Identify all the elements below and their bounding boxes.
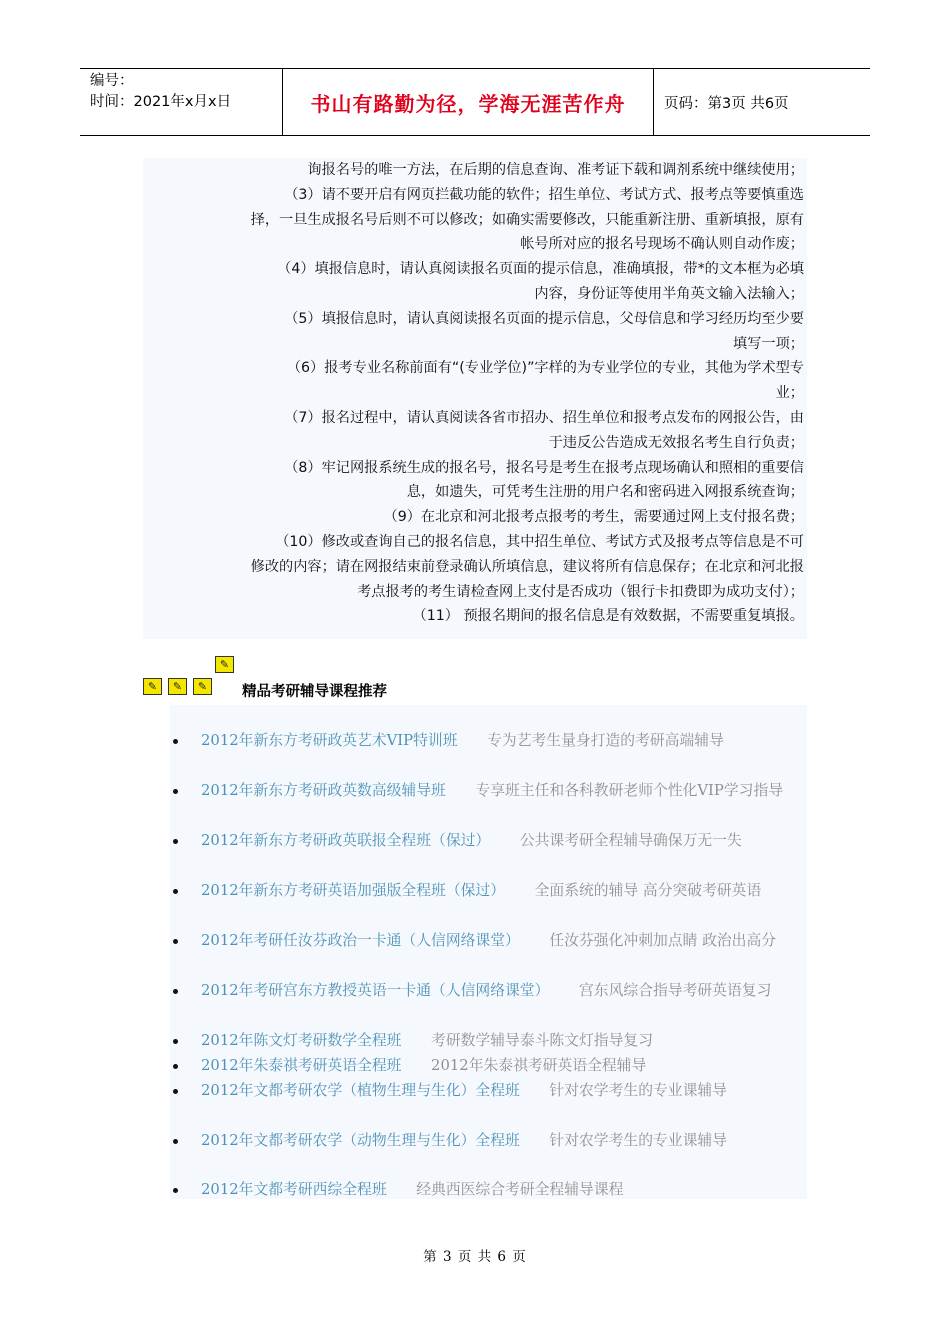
page-header (80, 68, 870, 136)
bullet-icon (173, 1064, 178, 1069)
course-link[interactable]: 2012年新东方考研政英艺术VIP特训班 (201, 732, 458, 749)
pencil-icon[interactable]: ✎ (193, 678, 212, 695)
page-footer: 第 3 页 共 6 页 (423, 1249, 527, 1265)
note-line: （3）请不要开启有网页拦截功能的软件；招生单位、考试方式、报考点等要慎重选 (284, 186, 804, 203)
list-item[interactable] (170, 778, 807, 803)
course-link[interactable]: 2012年考研宫东方教授英语一卡通（人信网络课堂） (201, 982, 550, 999)
list-item[interactable] (170, 878, 807, 903)
header-page-info: 页码：第3页 共6页 (664, 95, 789, 112)
note-line: （8）牢记网报系统生成的报名号，报名号是考生在报考点现场确认和照相的重要信 (284, 459, 804, 476)
bullet-icon (173, 1089, 178, 1094)
note-line: （9）在北京和河北报考点报考的考生，需要通过网上支付报名费； (383, 509, 804, 526)
course-link[interactable]: 2012年新东方考研政英联报全程班（保过） (201, 832, 491, 849)
bullet-icon (173, 1188, 178, 1193)
note-line: （5）填报信息时，请认真阅读报名页面的提示信息，父母信息和学习经历均至少要 (284, 310, 804, 327)
course-desc: 针对农学考生的专业课辅导 (549, 1082, 727, 1099)
course-desc: 针对农学考生的专业课辅导 (549, 1132, 727, 1149)
bullet-icon (173, 839, 178, 844)
note-line: 择，一旦生成报名号后则不可以修改；如确实需要修改，只能重新注册、重新填报，原有 (250, 211, 804, 228)
doc-code-label: 编号： (90, 73, 134, 89)
note-line: （10）修改或查询自己的报名信息，其中招生单位、考试方式及报考点等信息是不可 (275, 533, 804, 550)
note-line: 考点报考的考生请检查网上支付是否成功（银行卡扣费即为成功支付）； (357, 583, 804, 600)
pencil-icon[interactable]: ✎ (168, 678, 187, 695)
section-title: 精品考研辅导课程推荐 (242, 684, 387, 700)
course-list (170, 705, 807, 1199)
bullet-icon (173, 739, 178, 744)
header-motto: 书山有路勤为径，学海无涯苦作舟 (282, 69, 654, 135)
registration-notes (143, 158, 807, 639)
list-item[interactable] (170, 1078, 807, 1103)
note-line: 业； (775, 385, 804, 402)
note-line: 询报名号的唯一方法，在后期的信息查询、准考证下载和调剂系统中继续使用； (307, 162, 804, 178)
bullet-icon (173, 789, 178, 794)
course-desc: 经典西医综合考研全程辅导课程 (416, 1181, 624, 1198)
course-desc: 宫东风综合指导考研英语复习 (579, 982, 772, 999)
bullet-icon (173, 1139, 178, 1144)
note-line: （6）报考专业名称前面有“(专业学位)”字样的为专业学位的专业，其他为学术型专 (286, 360, 804, 377)
course-desc: 考研数学辅导泰斗陈文灯指导复习 (431, 1032, 653, 1049)
note-line: 息，如遗失，可凭考生注册的用户名和密码进入网报系统查询； (406, 484, 804, 501)
course-link[interactable]: 2012年文都考研农学（动物生理与生化）全程班 (201, 1132, 520, 1149)
header-meta (80, 69, 282, 135)
course-link[interactable]: 2012年文都考研西综全程班 (201, 1181, 387, 1198)
bullet-icon (173, 989, 178, 994)
list-item[interactable] (170, 1028, 807, 1053)
course-desc: 公共课考研全程辅导确保万无一失 (519, 832, 742, 849)
list-item[interactable] (170, 1128, 807, 1153)
pencil-icon[interactable]: ✎ (143, 678, 162, 695)
course-desc: 任汝芬强化冲刺加点睛 政治出高分 (549, 932, 777, 949)
doc-date: 时间：2021年x月x日 (90, 94, 232, 110)
bullet-icon (173, 1039, 178, 1044)
list-item[interactable] (170, 928, 807, 953)
bullet-icon (173, 939, 178, 944)
note-line: 填写一项； (733, 335, 804, 352)
course-desc: 专享班主任和各科教研老师个性化VIP学习指导 (475, 782, 784, 799)
note-line: 于违反公告造成无效报名考生自行负责； (548, 434, 804, 451)
note-line: （11） 预报名期间的报名信息是有效数据，不需要重复填报。 (412, 608, 804, 625)
note-line: 帐号所对应的报名号现场不确认则自动作废； (520, 236, 804, 253)
note-line: 修改的内容；请在网报结束前登录确认所填信息，建议将所有信息保存；在北京和河北报 (250, 558, 804, 575)
list-item[interactable] (170, 728, 807, 753)
bullet-icon (173, 889, 178, 894)
course-desc: 2012年朱泰祺考研英语全程辅导 (431, 1057, 647, 1074)
course-link[interactable]: 2012年新东方考研政英数高级辅导班 (201, 782, 446, 799)
list-item[interactable] (170, 1053, 807, 1078)
course-link[interactable]: 2012年朱泰祺考研英语全程班 (201, 1057, 402, 1074)
note-line: （4）填报信息时，请认真阅读报名页面的提示信息，准确填报，带*的文本框为必填 (277, 261, 804, 278)
pencil-icon[interactable]: ✎ (215, 656, 234, 673)
course-link[interactable]: 2012年考研任汝芬政治一卡通（人信网络课堂） (201, 932, 520, 949)
note-line: 内容，身份证等使用半角英文输入法输入； (534, 285, 804, 302)
course-link[interactable]: 2012年陈文灯考研数学全程班 (201, 1032, 402, 1049)
course-link[interactable]: 2012年文都考研农学（植物生理与生化）全程班 (201, 1082, 520, 1099)
list-item[interactable] (170, 1177, 807, 1202)
list-item[interactable] (170, 978, 807, 1003)
note-line: （7）报名过程中，请认真阅读各省市招办、招生单位和报考点发布的网报公告，由 (284, 409, 804, 426)
course-link[interactable]: 2012年新东方考研英语加强版全程班（保过） (201, 882, 506, 899)
course-desc: 专为艺考生量身打造的考研高端辅导 (487, 732, 724, 749)
course-desc: 全面系统的辅导 高分突破考研英语 (534, 882, 762, 899)
list-item[interactable] (170, 828, 807, 853)
